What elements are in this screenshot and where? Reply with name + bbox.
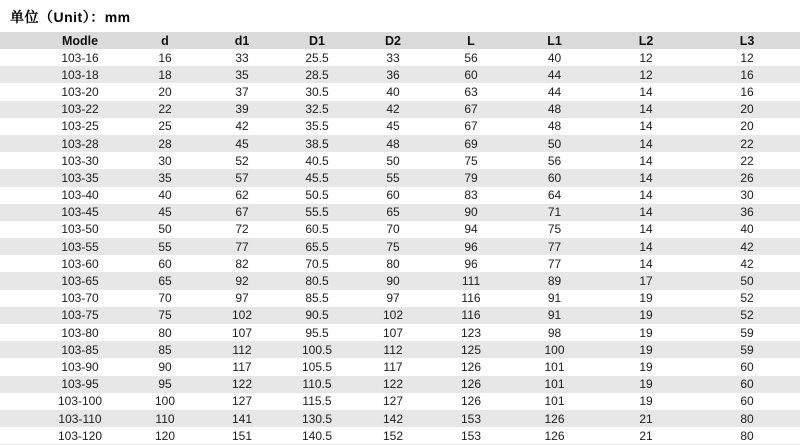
table-row <box>0 324 800 341</box>
value-cell: 56 <box>547 153 562 168</box>
dimension-table <box>0 32 800 444</box>
model-cell: 103-22 <box>0 101 125 118</box>
value-cell: 28 <box>125 135 205 152</box>
value-cell: 65 <box>125 272 205 289</box>
value-cell: 22 <box>125 101 205 118</box>
value-cell: 101 <box>544 394 565 409</box>
table-row <box>0 358 800 375</box>
value-cell: 63 <box>464 84 478 99</box>
value-cell: 60 <box>740 359 754 374</box>
value-cell: 95 <box>125 376 205 393</box>
value-cell: 70.5 <box>305 256 329 271</box>
model-cell: 103-45 <box>0 204 125 221</box>
value-cell: 90 <box>431 204 511 221</box>
model-cell: 103-35 <box>0 169 125 186</box>
model-cell: 103-40 <box>61 188 99 203</box>
column-header-D2: D2 <box>355 32 431 49</box>
value-cell: 57 <box>205 169 279 186</box>
value-cell: 127 <box>231 394 253 409</box>
value-cell: 85.5 <box>305 291 329 306</box>
value-cell: 33 <box>386 50 400 65</box>
value-cell: 90 <box>158 359 172 374</box>
value-cell: 152 <box>382 428 404 443</box>
value-cell: 19 <box>598 341 694 358</box>
value-cell: 117 <box>232 359 252 374</box>
value-cell: 32.5 <box>279 101 355 118</box>
value-cell: 55 <box>125 238 205 255</box>
value-cell: 77 <box>547 256 562 271</box>
value-cell: 77 <box>511 238 598 255</box>
model-cell: 103-85 <box>0 341 125 358</box>
model-cell: 103-120 <box>57 428 103 443</box>
value-cell: 75 <box>464 153 478 168</box>
value-cell: 30 <box>158 153 172 168</box>
value-cell: 50 <box>158 222 172 237</box>
value-cell: 18 <box>125 66 205 83</box>
value-cell: 62 <box>235 188 249 203</box>
value-cell: 14 <box>639 119 653 134</box>
value-cell: 60.5 <box>305 222 329 237</box>
value-cell: 21 <box>598 410 694 427</box>
value-cell: 60 <box>431 66 511 83</box>
value-cell: 126 <box>460 359 482 374</box>
value-cell: 122 <box>205 376 279 393</box>
model-cell: 103-28 <box>0 135 125 152</box>
value-cell: 96 <box>431 238 511 255</box>
value-cell: 55.5 <box>279 204 355 221</box>
value-cell: 26 <box>694 169 800 186</box>
value-cell: 83 <box>464 188 478 203</box>
model-cell: 103-25 <box>61 119 99 134</box>
table-body <box>0 49 800 444</box>
value-cell: 14 <box>598 101 694 118</box>
value-cell: 45.5 <box>279 169 355 186</box>
value-cell: 111 <box>431 272 511 289</box>
table-row <box>0 169 800 186</box>
value-cell: 44 <box>547 84 562 99</box>
value-cell: 33 <box>235 50 249 65</box>
value-cell: 67 <box>431 101 511 118</box>
value-cell: 101 <box>511 376 598 393</box>
table-row <box>0 49 800 66</box>
value-cell: 45 <box>205 135 279 152</box>
model-cell: 103-65 <box>0 272 125 289</box>
value-cell: 79 <box>431 169 511 186</box>
table-row <box>0 152 800 169</box>
value-cell: 130.5 <box>279 410 355 427</box>
value-cell: 95.5 <box>305 325 329 340</box>
value-cell: 30.5 <box>305 84 329 99</box>
value-cell: 100.5 <box>279 341 355 358</box>
value-cell: 122 <box>355 376 431 393</box>
value-cell: 40.5 <box>305 153 329 168</box>
value-cell: 52 <box>694 307 800 324</box>
value-cell: 153 <box>460 428 482 443</box>
value-cell: 48 <box>355 135 431 152</box>
table-row <box>0 427 800 444</box>
value-cell: 120 <box>154 428 176 443</box>
value-cell: 64 <box>547 188 562 203</box>
value-cell: 90 <box>355 272 431 289</box>
value-cell: 17 <box>598 272 694 289</box>
value-cell: 75 <box>125 307 205 324</box>
value-cell: 25.5 <box>305 50 329 65</box>
value-cell: 37 <box>235 84 249 99</box>
value-cell: 125 <box>431 341 511 358</box>
value-cell: 141 <box>205 410 279 427</box>
value-cell: 69 <box>431 135 511 152</box>
model-cell: 103-110 <box>0 410 125 427</box>
value-cell: 50 <box>386 153 400 168</box>
value-cell: 19 <box>639 359 653 374</box>
value-cell: 97 <box>386 291 400 306</box>
value-cell: 20 <box>158 84 172 99</box>
value-cell: 80 <box>740 428 754 443</box>
value-cell: 126 <box>511 410 598 427</box>
value-cell: 45 <box>386 119 400 134</box>
value-cell: 80 <box>694 410 800 427</box>
table-row <box>0 204 800 221</box>
value-cell: 40 <box>158 188 172 203</box>
value-cell: 14 <box>639 256 653 271</box>
value-cell: 19 <box>639 291 653 306</box>
value-cell: 22 <box>740 153 754 168</box>
value-cell: 72 <box>235 222 249 237</box>
table-row <box>0 376 800 393</box>
value-cell: 40 <box>547 50 562 65</box>
value-cell: 42 <box>694 238 800 255</box>
value-cell: 38.5 <box>279 135 355 152</box>
value-cell: 107 <box>382 325 404 340</box>
value-cell: 116 <box>461 291 481 306</box>
value-cell: 19 <box>598 376 694 393</box>
value-cell: 80 <box>158 325 172 340</box>
value-cell: 42 <box>355 101 431 118</box>
value-cell: 91 <box>511 307 598 324</box>
value-cell: 110.5 <box>279 376 355 393</box>
value-cell: 28.5 <box>279 66 355 83</box>
value-cell: 30 <box>740 188 754 203</box>
value-cell: 140.5 <box>301 428 333 443</box>
table-row <box>0 66 800 83</box>
model-cell: 103-95 <box>0 376 125 393</box>
value-cell: 45 <box>125 204 205 221</box>
column-header-d1: d1 <box>205 32 279 49</box>
table-row <box>0 221 800 238</box>
value-cell: 97 <box>235 291 249 306</box>
value-cell: 50 <box>694 272 800 289</box>
value-cell: 48 <box>547 119 562 134</box>
value-cell: 14 <box>598 204 694 221</box>
model-cell: 103-18 <box>0 66 125 83</box>
value-cell: 19 <box>598 307 694 324</box>
value-cell: 126 <box>544 428 565 443</box>
value-cell: 12 <box>598 66 694 83</box>
value-cell: 65 <box>355 204 431 221</box>
table-row <box>0 410 800 427</box>
value-cell: 40 <box>740 222 754 237</box>
value-cell: 127 <box>382 394 404 409</box>
value-cell: 21 <box>639 428 653 443</box>
value-cell: 107 <box>231 325 253 340</box>
model-cell: 103-80 <box>61 325 99 340</box>
model-cell: 103-75 <box>0 307 125 324</box>
value-cell: 92 <box>205 272 279 289</box>
value-cell: 50.5 <box>305 188 329 203</box>
value-cell: 25 <box>158 119 172 134</box>
value-cell: 60 <box>158 256 172 271</box>
value-cell: 75 <box>547 222 562 237</box>
value-cell: 101 <box>544 359 565 374</box>
value-cell: 126 <box>431 376 511 393</box>
value-cell: 40 <box>386 84 400 99</box>
value-cell: 82 <box>235 256 249 271</box>
table-header-row <box>0 32 800 49</box>
value-cell: 42 <box>235 119 249 134</box>
value-cell: 65.5 <box>279 238 355 255</box>
table-row <box>0 272 800 289</box>
value-cell: 19 <box>639 394 653 409</box>
value-cell: 36 <box>355 66 431 83</box>
value-cell: 126 <box>460 394 482 409</box>
value-cell: 67 <box>464 119 478 134</box>
column-header-L2: L2 <box>598 32 694 49</box>
table-row <box>0 255 800 272</box>
value-cell: 70 <box>158 291 172 306</box>
table-row <box>0 307 800 324</box>
value-cell: 123 <box>460 325 482 340</box>
value-cell: 52 <box>235 153 249 168</box>
column-header-D1: D1 <box>279 32 355 49</box>
value-cell: 14 <box>639 153 653 168</box>
value-cell: 112 <box>205 341 279 358</box>
value-cell: 105.5 <box>301 359 333 374</box>
model-cell: 103-16 <box>61 50 99 65</box>
table-row <box>0 187 800 204</box>
value-cell: 59 <box>694 341 800 358</box>
value-cell: 50 <box>511 135 598 152</box>
table-row <box>0 238 800 255</box>
value-cell: 71 <box>511 204 598 221</box>
value-cell: 12 <box>740 50 754 65</box>
column-header-L: L <box>431 32 511 49</box>
value-cell: 16 <box>158 50 172 65</box>
value-cell: 100 <box>511 341 598 358</box>
unit-label: 单位（Unit）：mm <box>10 9 131 25</box>
value-cell: 59 <box>740 325 754 340</box>
table-row <box>0 135 800 152</box>
value-cell: 52 <box>740 291 754 306</box>
value-cell: 35.5 <box>305 119 329 134</box>
model-cell: 103-55 <box>0 238 125 255</box>
model-cell: 103-30 <box>61 153 99 168</box>
value-cell: 16 <box>694 66 800 83</box>
value-cell: 80 <box>386 256 400 271</box>
value-cell: 44 <box>511 66 598 83</box>
column-header-d: d <box>125 32 205 49</box>
value-cell: 20 <box>740 119 754 134</box>
value-cell: 35 <box>125 169 205 186</box>
value-cell: 116 <box>431 307 511 324</box>
table-row <box>0 290 800 307</box>
value-cell: 77 <box>205 238 279 255</box>
value-cell: 35 <box>205 66 279 83</box>
value-cell: 151 <box>231 428 253 443</box>
value-cell: 75 <box>355 238 431 255</box>
value-cell: 102 <box>355 307 431 324</box>
model-cell: 103-100 <box>57 394 103 409</box>
value-cell: 14 <box>639 222 653 237</box>
value-cell: 16 <box>740 84 754 99</box>
value-cell: 14 <box>598 169 694 186</box>
value-cell: 90.5 <box>279 307 355 324</box>
value-cell: 89 <box>511 272 598 289</box>
value-cell: 94 <box>464 222 478 237</box>
table-row <box>0 101 800 118</box>
value-cell: 115.5 <box>302 394 332 409</box>
value-cell: 100 <box>154 394 176 409</box>
value-cell: 91 <box>547 291 562 306</box>
column-header-L3: L3 <box>694 32 800 49</box>
value-cell: 14 <box>639 84 653 99</box>
model-cell: 103-90 <box>61 359 99 374</box>
value-cell: 19 <box>639 325 653 340</box>
value-cell: 60 <box>511 169 598 186</box>
table-row <box>0 393 800 410</box>
value-cell: 153 <box>431 410 511 427</box>
value-cell: 98 <box>547 325 562 340</box>
value-cell: 117 <box>383 359 403 374</box>
value-cell: 96 <box>464 256 478 271</box>
value-cell: 70 <box>386 222 400 237</box>
value-cell: 102 <box>205 307 279 324</box>
value-cell: 14 <box>639 188 653 203</box>
value-cell: 22 <box>694 135 800 152</box>
value-cell: 67 <box>205 204 279 221</box>
value-cell: 60 <box>694 376 800 393</box>
value-cell: 60 <box>740 394 754 409</box>
value-cell: 48 <box>511 101 598 118</box>
column-header-L1: L1 <box>511 32 598 49</box>
model-cell: 103-70 <box>61 291 99 306</box>
value-cell: 39 <box>205 101 279 118</box>
value-cell: 14 <box>598 135 694 152</box>
value-cell: 55 <box>355 169 431 186</box>
value-cell: 85 <box>125 341 205 358</box>
value-cell: 42 <box>740 256 754 271</box>
value-cell: 142 <box>355 410 431 427</box>
table-row <box>0 118 800 135</box>
value-cell: 80.5 <box>279 272 355 289</box>
model-cell: 103-60 <box>61 256 99 271</box>
table-row <box>0 83 800 100</box>
value-cell: 20 <box>694 101 800 118</box>
value-cell: 60 <box>386 188 400 203</box>
value-cell: 36 <box>694 204 800 221</box>
value-cell: 112 <box>355 341 431 358</box>
model-cell: 103-50 <box>61 222 99 237</box>
value-cell: 14 <box>598 238 694 255</box>
column-header-modle: Modle <box>0 32 125 49</box>
value-cell: 12 <box>639 50 653 65</box>
table-row <box>0 341 800 358</box>
model-cell: 103-20 <box>61 84 99 99</box>
value-cell: 56 <box>464 50 478 65</box>
value-cell: 110 <box>125 410 205 427</box>
